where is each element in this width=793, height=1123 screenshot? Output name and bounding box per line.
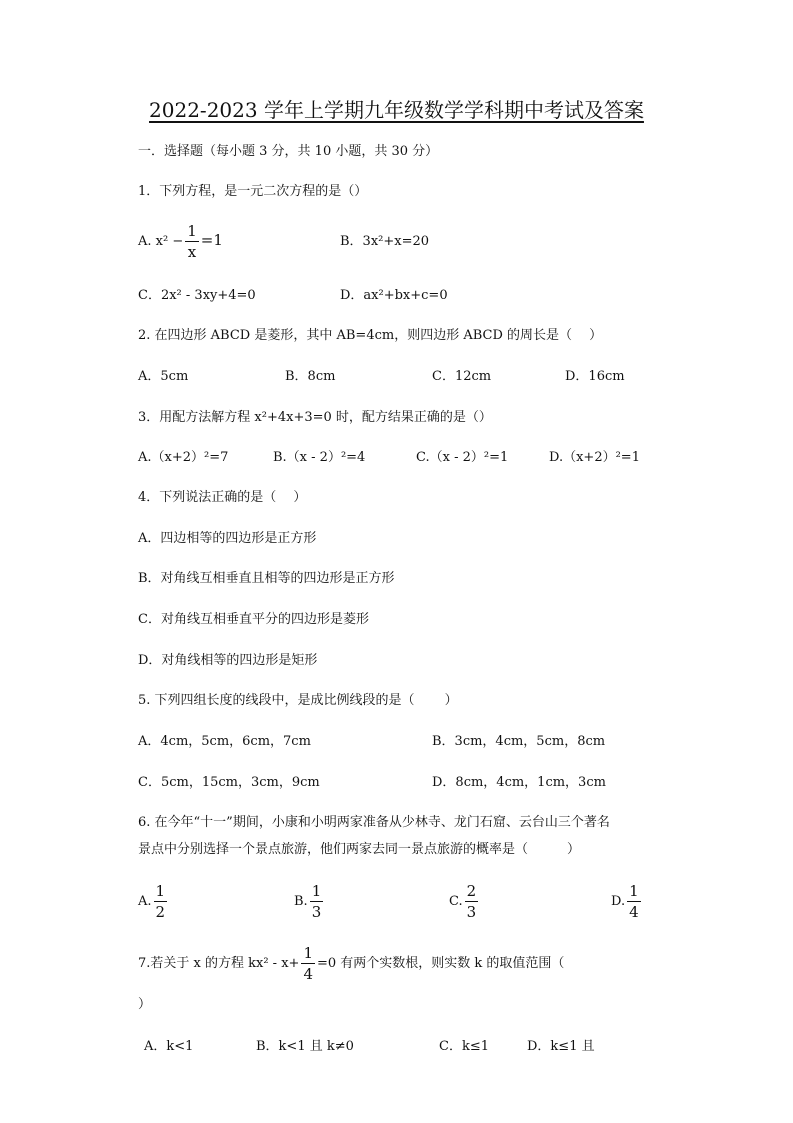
question-7-stem-prefix: 7.若关于 x 的方程 kx² - x+: [138, 956, 300, 971]
question-2-stem: 2. 在四边形 ABCD 是菱形，其中 AB=4cm，则四边形 ABCD 的周长是（ ）: [138, 328, 603, 343]
question-3-option-b: B.（x - 2）²=4: [273, 450, 366, 465]
option-label: C.: [449, 894, 463, 909]
question-1-option-c: C．2x² - 3xy+4=0: [138, 288, 256, 303]
question-3-stem: 3．用配方法解方程 x²+4x+3=0 时，配方结果正确的是（）: [138, 410, 492, 425]
question-5-stem: 5. 下列四组长度的线段中，是成比例线段的是（ ）: [138, 693, 458, 708]
question-7-option-d: D．k≤1 且: [527, 1039, 595, 1054]
question-7-stem-close: ）: [138, 997, 152, 1012]
fraction-numerator: 1: [155, 882, 166, 900]
fraction-numerator: 1: [629, 882, 639, 900]
question-1-option-a: [138, 222, 223, 261]
question-4-option-d: D．对角线相等的四边形是矩形: [138, 653, 318, 668]
question-6-option-c: [449, 882, 480, 921]
fraction: [154, 882, 168, 921]
fraction-numerator: 1: [311, 882, 322, 900]
fraction-denominator: 4: [629, 903, 639, 921]
question-4-stem: 4．下列说法正确的是（ ）: [138, 490, 307, 505]
question-7-option-a: A．k<1: [144, 1039, 194, 1054]
question-7-option-c: C．k≤1: [439, 1039, 489, 1054]
option-label: A.: [138, 894, 152, 909]
question-2-option-d: D．16cm: [565, 369, 625, 384]
page-title: 2022-2023 学年上学期九年级数学学科期中考试及答案: [149, 98, 644, 122]
question-6-option-d: [611, 882, 643, 921]
question-5-option-a: A．4cm，5cm，6cm，7cm: [138, 734, 311, 749]
fraction-denominator: 4: [303, 965, 313, 983]
option-a-suffix: =1: [200, 231, 223, 249]
fraction-denominator: 3: [466, 903, 477, 921]
question-4-option-a: A．四边相等的四边形是正方形: [138, 531, 317, 546]
question-4-option-c: C．对角线互相垂直平分的四边形是菱形: [138, 612, 369, 627]
option-a-prefix: A. x² −: [138, 234, 184, 249]
question-2-option-a: A．5cm: [138, 369, 189, 384]
question-7-stem: [138, 944, 564, 983]
fraction-numerator: 1: [187, 222, 197, 240]
question-6-stem-line-2: 景点中分别选择一个景点旅游，他们两家去同一景点旅游的概率是（ ）: [138, 842, 581, 857]
fraction: [627, 882, 641, 921]
fraction-numerator: 2: [466, 882, 477, 900]
fraction-numerator: 1: [303, 944, 313, 962]
question-2-option-b: B．8cm: [285, 369, 336, 384]
question-2-option-c: C．12cm: [432, 369, 492, 384]
question-4-option-b: B．对角线互相垂直且相等的四边形是正方形: [138, 571, 395, 586]
question-5-option-c: C．5cm，15cm，3cm，9cm: [138, 775, 320, 790]
question-5-option-d: D．8cm，4cm，1cm，3cm: [432, 775, 606, 790]
question-3-option-c: C.（x - 2）²=1: [416, 450, 509, 465]
fraction-denominator: x: [187, 243, 197, 261]
fraction: [185, 222, 199, 261]
question-1-option-d: D．ax²+bx+c=0: [340, 288, 448, 303]
question-6-stem-line-1: 6. 在今年“十一”期间，小康和小明两家准备从少林寺、龙门石窟、云台山三个著名: [138, 815, 610, 830]
question-1-option-b: B．3x²+x=20: [340, 234, 430, 249]
fraction: [465, 882, 479, 921]
fraction-denominator: 2: [155, 903, 166, 921]
fraction-denominator: 3: [311, 903, 322, 921]
question-3-option-d: D.（x+2）²=1: [549, 450, 640, 465]
question-7-option-b: B．k<1 且 k≠0: [256, 1039, 354, 1054]
section-heading: 一．选择题（每小题 3 分，共 10 小题，共 30 分）: [138, 144, 439, 159]
question-3-option-a: A.（x+2）²=7: [138, 450, 229, 465]
question-7-stem-suffix: =0 有两个实数根，则实数 k 的取值范围（: [316, 956, 565, 971]
question-1-stem: 1．下列方程，是一元二次方程的是（）: [138, 184, 368, 199]
option-label: B.: [294, 894, 308, 909]
option-label: D.: [611, 894, 626, 909]
question-6-option-a: [138, 882, 169, 921]
fraction: [301, 944, 315, 983]
question-5-option-b: B．3cm，4cm，5cm，8cm: [432, 734, 606, 749]
question-6-option-b: [294, 882, 325, 921]
fraction: [310, 882, 324, 921]
